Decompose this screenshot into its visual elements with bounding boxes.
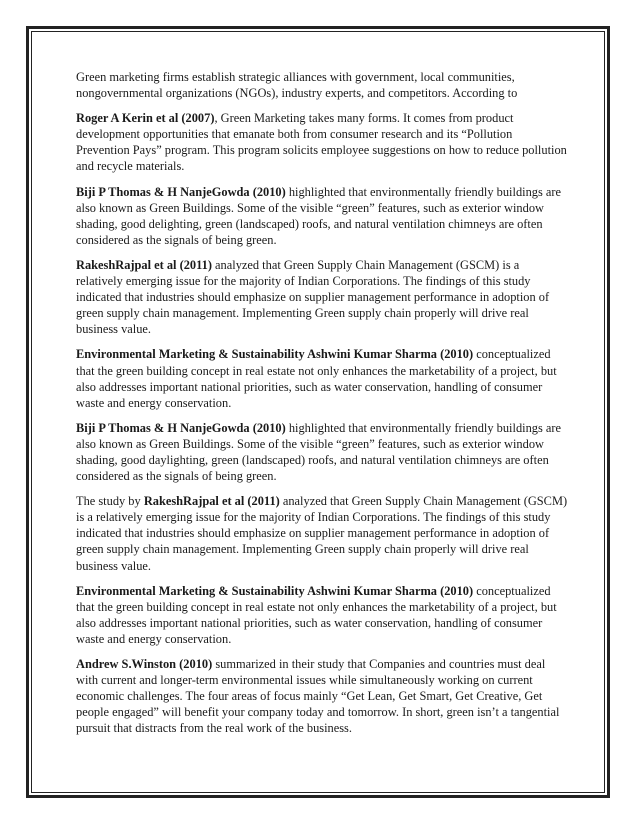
paragraph-text: highlighted that environmentally friendly buildings are also known as Green Buildings. Some of the visible “green” features, such as exterior window shading, good daylighting, green (landscaped) roofs, and natural ventilation chimneys are often considered as the signals of being green. bbox=[76, 420, 562, 484]
paragraph-intro bbox=[76, 69, 568, 101]
paragraph-pre: The study by bbox=[76, 494, 144, 509]
paragraph-thomas-1 bbox=[76, 184, 568, 248]
paragraph-rajpal-2 bbox=[76, 493, 568, 573]
paragraph-text: conceptualized that the green building concept in real estate not only enhances the marketability of a project, but also addresses important national priorities, such as water conservation, handling of consumer waste and energy conservation. bbox=[76, 583, 557, 646]
citation-author: Andrew S.Winston (2010) bbox=[76, 657, 213, 671]
document-body bbox=[76, 69, 568, 745]
paragraph-text: analyzed that Green Supply Chain Management (GSCM) is a relatively emerging issue for the majority of Indian Corporations. The findings of this study indicated that industries should emphasize on supplier management performance in adoption of green supply chain management. Implementing Green supply chain properly will drive real business value. bbox=[76, 257, 550, 337]
paragraph-text: highlighted that environmentally friendly buildings are also known as Green Buildings. Some of the visible “green” features, such as exterior window shading, good delighting, green (landscaped) roofs, and natural ventilation chimneys are often considered as the signals of being green. bbox=[76, 184, 562, 247]
paragraph-rajpal-1 bbox=[76, 257, 568, 337]
citation-author: Biji P Thomas & H NanjeGowda (2010) bbox=[76, 420, 286, 435]
paragraph-thomas-2 bbox=[76, 420, 568, 484]
paragraph-winston bbox=[76, 656, 568, 736]
paragraph-sharma-1 bbox=[76, 346, 568, 410]
paragraph-text: conceptualized that the green building concept in real estate not only enhances the marketability of a project, but also addresses important national priorities, such as water conservation, handling of consumer waste and energy conservation. bbox=[76, 347, 557, 410]
citation-author: Environmental Marketing & Sustainability Ashwini Kumar Sharma (2010) bbox=[76, 347, 474, 362]
citation-author: Biji P Thomas & H NanjeGowda (2010) bbox=[76, 184, 286, 199]
paragraph-text: analyzed that Green Supply Chain Management (GSCM) is a relatively emerging issue for the majority of Indian Corporations. The findings of this study indicated that industries should emphasize on supplier management performance in adoption of green supply chain management. Implementing Green supply chain properly will drive real business value. bbox=[76, 494, 568, 573]
paragraph-sharma-2 bbox=[76, 583, 568, 647]
citation-author: RakeshRajpal et al (2011) bbox=[143, 494, 280, 509]
paragraph-kerin bbox=[76, 110, 568, 174]
citation-author: Roger A Kerin et al (2007) bbox=[76, 111, 215, 126]
paragraph-text: Green marketing firms establish strategic alliances with government, local communities, nongovernmental organizations (NGOs), industry experts, and competitors. According to bbox=[76, 70, 518, 101]
citation-author: RakeshRajpal et al (2011) bbox=[76, 257, 212, 272]
citation-author: Environmental Marketing & Sustainability Ashwini Kumar Sharma (2010) bbox=[76, 583, 474, 598]
paragraph-text: summarized in their study that Companies and countries must deal with current and longer-term environmental issues while simultaneously working on current economic challenges. The four areas of focus mainly “Get Lean, Get Smart, Get Creative, Get people engaged” will benefit your company today and tomorrow. In short, green isn’t a tangential pursuit that distracts from the real work of the business. bbox=[76, 657, 560, 736]
paragraph-text: , Green Marketing takes many forms. It comes from product development opportunities that emanate both from consumer research and its “Pollution Prevention Pays” program. This program solicits employee suggestions on how to reduce pollution and recycle materials. bbox=[76, 111, 567, 174]
